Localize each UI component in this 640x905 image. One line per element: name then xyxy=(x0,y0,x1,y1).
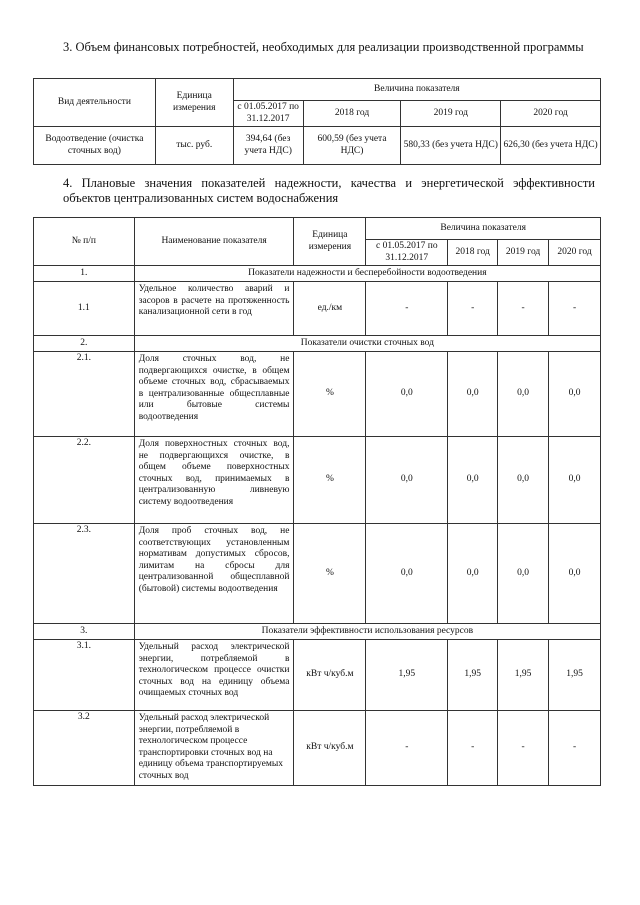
cell-num: 3.2 xyxy=(34,711,135,786)
cell-value: 600,59 (без учета НДС) xyxy=(303,127,401,165)
header-value: Величина показателя xyxy=(366,218,601,240)
cell-value: 0,0 xyxy=(366,524,448,624)
cell-num: 1. xyxy=(34,266,135,282)
cell-value: 0,0 xyxy=(366,352,448,437)
cell-value: - xyxy=(366,711,448,786)
header-period: с 01.05.2017 по 31.12.2017 xyxy=(233,101,303,127)
header-period: 2018 год xyxy=(448,240,498,266)
cell-value: 1,95 xyxy=(366,640,448,711)
cell-num: 2.3. xyxy=(34,524,135,624)
header-period: 2018 год xyxy=(303,101,401,127)
cell-value: - xyxy=(549,711,601,786)
cell-value: 0,0 xyxy=(549,524,601,624)
header-period: 2019 год xyxy=(498,240,549,266)
cell-value: - xyxy=(366,282,448,336)
cell-num: 1.1 xyxy=(34,282,135,336)
cell-value: 1,95 xyxy=(498,640,549,711)
table-row xyxy=(34,640,601,711)
cell-value: - xyxy=(448,711,498,786)
header-period: 2020 год xyxy=(549,240,601,266)
cell-name: Удельный расход электрической энергии, потребляемой в технологическом процессе очистки сточных вод на единицу объема очищаемых сточных вод xyxy=(134,640,294,711)
table-row xyxy=(34,524,601,624)
header-period: 2020 год xyxy=(501,101,601,127)
cell-value: 0,0 xyxy=(549,437,601,524)
cell-value: 0,0 xyxy=(549,352,601,437)
cell-value: 394,64 (без учета НДС) xyxy=(233,127,303,165)
cell-unit: ед./км xyxy=(294,282,366,336)
header-unit: Единица измерения xyxy=(294,218,366,266)
section-4-heading: 4. Плановые значения показателей надежности, качества и энергетической эффективности объектов централизованных систем водоснабжения xyxy=(63,176,595,205)
section-3-heading: 3. Объем финансовых потребностей, необходимых для реализации производственной программы xyxy=(63,40,584,54)
section-title: Показатели очистки сточных вод xyxy=(134,336,600,352)
header-name: Наименование показателя xyxy=(134,218,294,266)
header-period: с 01.05.2017 по 31.12.2017 xyxy=(366,240,448,266)
cell-value: - xyxy=(498,711,549,786)
cell-num: 2.1. xyxy=(34,352,135,437)
section-row xyxy=(34,266,601,282)
table-row xyxy=(34,352,601,437)
cell-value: 580,33 (без учета НДС) xyxy=(401,127,501,165)
cell-num: 3. xyxy=(34,624,135,640)
cell-unit: % xyxy=(294,524,366,624)
table-row xyxy=(34,127,601,165)
section-row xyxy=(34,336,601,352)
table-row xyxy=(34,711,601,786)
cell-num: 2.2. xyxy=(34,437,135,524)
cell-activity: Водоотведение (очистка сточных вод) xyxy=(34,127,156,165)
cell-unit: % xyxy=(294,352,366,437)
cell-value: 0,0 xyxy=(448,352,498,437)
cell-name: Удельный расход электрической энергии, потребляемой в технологическом процессе транспортировки сточных вод на единицу объема транспортируемых сточных вод xyxy=(134,711,294,786)
cell-value: - xyxy=(498,282,549,336)
section-row xyxy=(34,624,601,640)
section-title: Показатели эффективности использования ресурсов xyxy=(134,624,600,640)
cell-value: - xyxy=(549,282,601,336)
cell-num: 2. xyxy=(34,336,135,352)
cell-value: 1,95 xyxy=(549,640,601,711)
cell-unit: кВт ч/куб.м xyxy=(294,711,366,786)
cell-value: 0,0 xyxy=(498,352,549,437)
cell-value: 0,0 xyxy=(448,524,498,624)
cell-unit: % xyxy=(294,437,366,524)
cell-value: 0,0 xyxy=(498,437,549,524)
cell-value: - xyxy=(448,282,498,336)
cell-unit: тыс. руб. xyxy=(155,127,233,165)
cell-value: 0,0 xyxy=(366,437,448,524)
header-period: 2019 год xyxy=(401,101,501,127)
cell-name: Доля проб сточных вод, не соответствующих установленным нормативам допустимых сбросов, лимитам на сбросы для централизованной общесплавной (бытовой) системы водоотведения xyxy=(134,524,294,624)
table-row xyxy=(34,437,601,524)
section-title: Показатели надежности и бесперебойности водоотведения xyxy=(134,266,600,282)
header-num: № п/п xyxy=(34,218,135,266)
header-unit: Единица измерения xyxy=(155,79,233,127)
cell-value: 626,30 (без учета НДС) xyxy=(501,127,601,165)
cell-value: 0,0 xyxy=(498,524,549,624)
table-row xyxy=(34,282,601,336)
indicators-table xyxy=(33,217,601,786)
cell-value: 0,0 xyxy=(448,437,498,524)
cell-name: Доля поверхностных сточных вод, не подвергающихся очистке, в общем объеме поверхностных сточных вод, принимаемых в централизованную ливневую систему водоотведения xyxy=(134,437,294,524)
cell-value: 1,95 xyxy=(448,640,498,711)
header-activity: Вид деятельности xyxy=(34,79,156,127)
cell-num: 3.1. xyxy=(34,640,135,711)
cell-name: Доля сточных вод, не подвергающихся очистке, в общем объеме сточных вод, сбрасываемых в централизованные общесплавные или бытовые системы водоотведения xyxy=(134,352,294,437)
header-value: Величина показателя xyxy=(233,79,600,101)
cell-name: Удельное количество аварий и засоров в расчете на протяженность канализационной сети в год xyxy=(134,282,294,336)
financial-needs-table xyxy=(33,78,601,165)
cell-unit: кВт ч/куб.м xyxy=(294,640,366,711)
